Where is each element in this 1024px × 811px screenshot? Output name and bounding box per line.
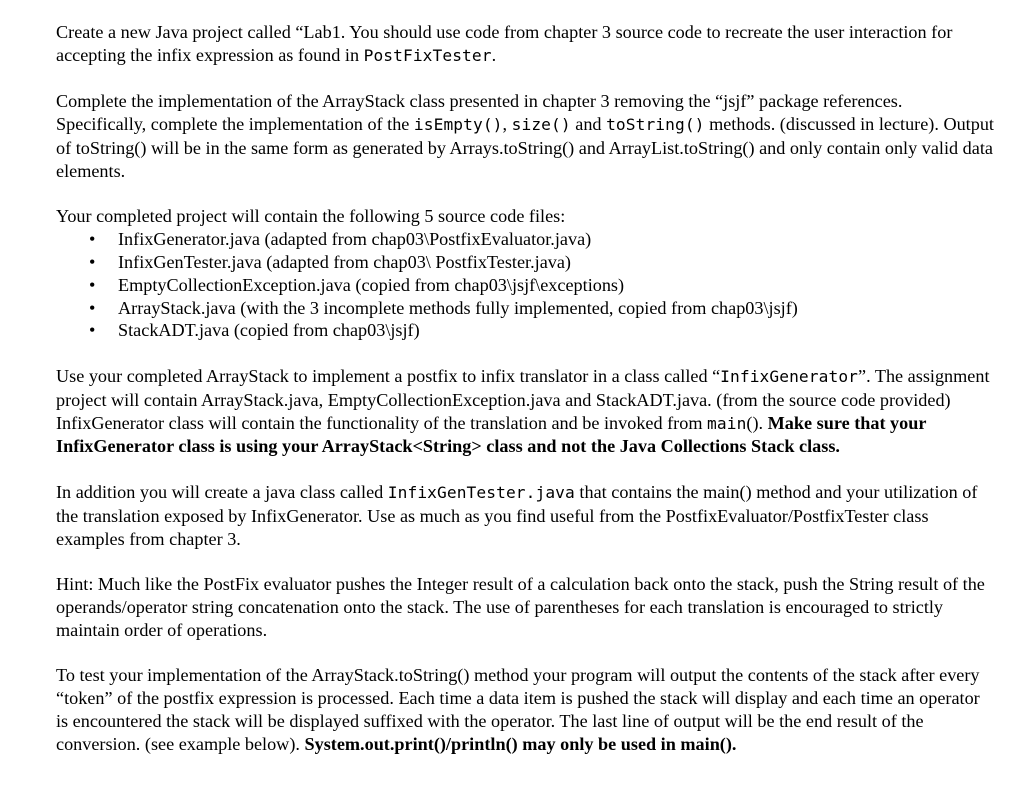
source-files-intro: Your completed project will contain the following 5 source code files: [56, 206, 566, 227]
arraystack-text-4: methods. (discussed in lecture). Output of toString() will be in the same form as generated by Arrays.toString() and ArrayList.toString() and only contain only valid data elements. [56, 114, 994, 181]
main-code: main [707, 413, 747, 433]
list-item [56, 228, 996, 251]
file-entry: InfixGenerator.java (adapted from chap03\PostfixEvaluator.java) [118, 229, 592, 250]
paragraph-project-setup [56, 21, 996, 68]
bullet-icon: • [89, 274, 96, 295]
file-entry: ArrayStack.java (with the 3 incomplete methods fully implemented, copied from chap03\jsjf) [118, 297, 798, 318]
size-code: size() [511, 115, 571, 135]
hint-text: Hint: Much like the PostFix evaluator pushes the Integer result of a calculation back onto the stack, push the String result of the operands/operator string concatenation onto the stack. The use of parentheses for each translation is encouraged to strictly maintain order of operations. [56, 574, 985, 640]
file-entry: StackADT.java (copied from chap03\jsjf) [118, 320, 420, 341]
list-item [56, 251, 996, 274]
assignment-document [56, 21, 996, 756]
infix-generator-text-3: (). [746, 412, 768, 433]
file-entry: EmptyCollectionException.java (copied from chap03\jsjf\exceptions) [118, 274, 625, 295]
tester-text-1: In addition you will create a java class called [56, 481, 388, 502]
tester-text-2: that contains the main() method and your utilization of the translation exposed by InfixGenerator. Use as much as you find useful from the PostfixEvaluator/PostfixTester class examples from chapter 3. [56, 481, 978, 549]
bullet-icon: • [89, 251, 96, 272]
paragraph-infix-generator [56, 365, 996, 458]
arraystack-text-3: and [570, 114, 607, 135]
arraystack-text-2: , [502, 114, 512, 135]
infix-generator-requirement: Make sure that your InfixGenerator class is using your ArrayStack<String> class and not the Java Collections Stack class. [56, 412, 927, 457]
infix-generator-text-1: Use your completed ArrayStack to implement a postfix to infix translator in a class called “ [56, 365, 721, 386]
project-setup-text: Create a new Java project called “Lab1. You should use code from chapter 3 source code to recreate the user interaction for accepting the infix expression as found in [56, 22, 953, 65]
isempty-code: isEmpty() [413, 115, 503, 135]
testing-text: To test your implementation of the ArrayStack.toString() method your program will output the contents of the stack after every “token” of the postfix expression is processed. Each time a data item is pushed the stack will display and each time an operator is encountered the stack will be displayed suffixed with the operator. The last line of output will be the end result of the conversion. (see example below). [56, 665, 980, 754]
infixgentester-code: InfixGenTester.java [387, 482, 575, 502]
tostring-code: toString() [606, 115, 705, 135]
paragraph-tester-class [56, 481, 996, 550]
list-item [56, 297, 996, 320]
project-setup-text-end: . [491, 44, 497, 65]
postfixtester-code: PostFixTester [363, 45, 492, 65]
print-restriction: System.out.print()/println() may only be used in main(). [304, 733, 737, 754]
list-item [56, 319, 996, 342]
arraystack-text-1: Complete the implementation of the ArrayStack class presented in chapter 3 removing the “jsjf” package references. Specifically, complete the implementation of the [56, 91, 903, 135]
file-entry: InfixGenTester.java (adapted from chap03\ PostfixTester.java) [118, 251, 571, 272]
infixgenerator-code: InfixGenerator [720, 366, 859, 386]
infix-generator-text-2: ”. The assignment project will contain ArrayStack.java, EmptyCollectionException.java and StackADT.java. (from the source code provided) InfixGenerator class will contain the functionality of the translation and be invoked from [56, 365, 990, 433]
paragraph-arraystack-implementation [56, 90, 996, 182]
paragraph-hint [56, 573, 996, 641]
bullet-icon: • [89, 297, 96, 318]
bullet-icon: • [89, 320, 96, 341]
source-files-list [56, 228, 996, 342]
bullet-icon: • [89, 229, 96, 250]
list-item [56, 274, 996, 297]
paragraph-testing [56, 664, 996, 755]
